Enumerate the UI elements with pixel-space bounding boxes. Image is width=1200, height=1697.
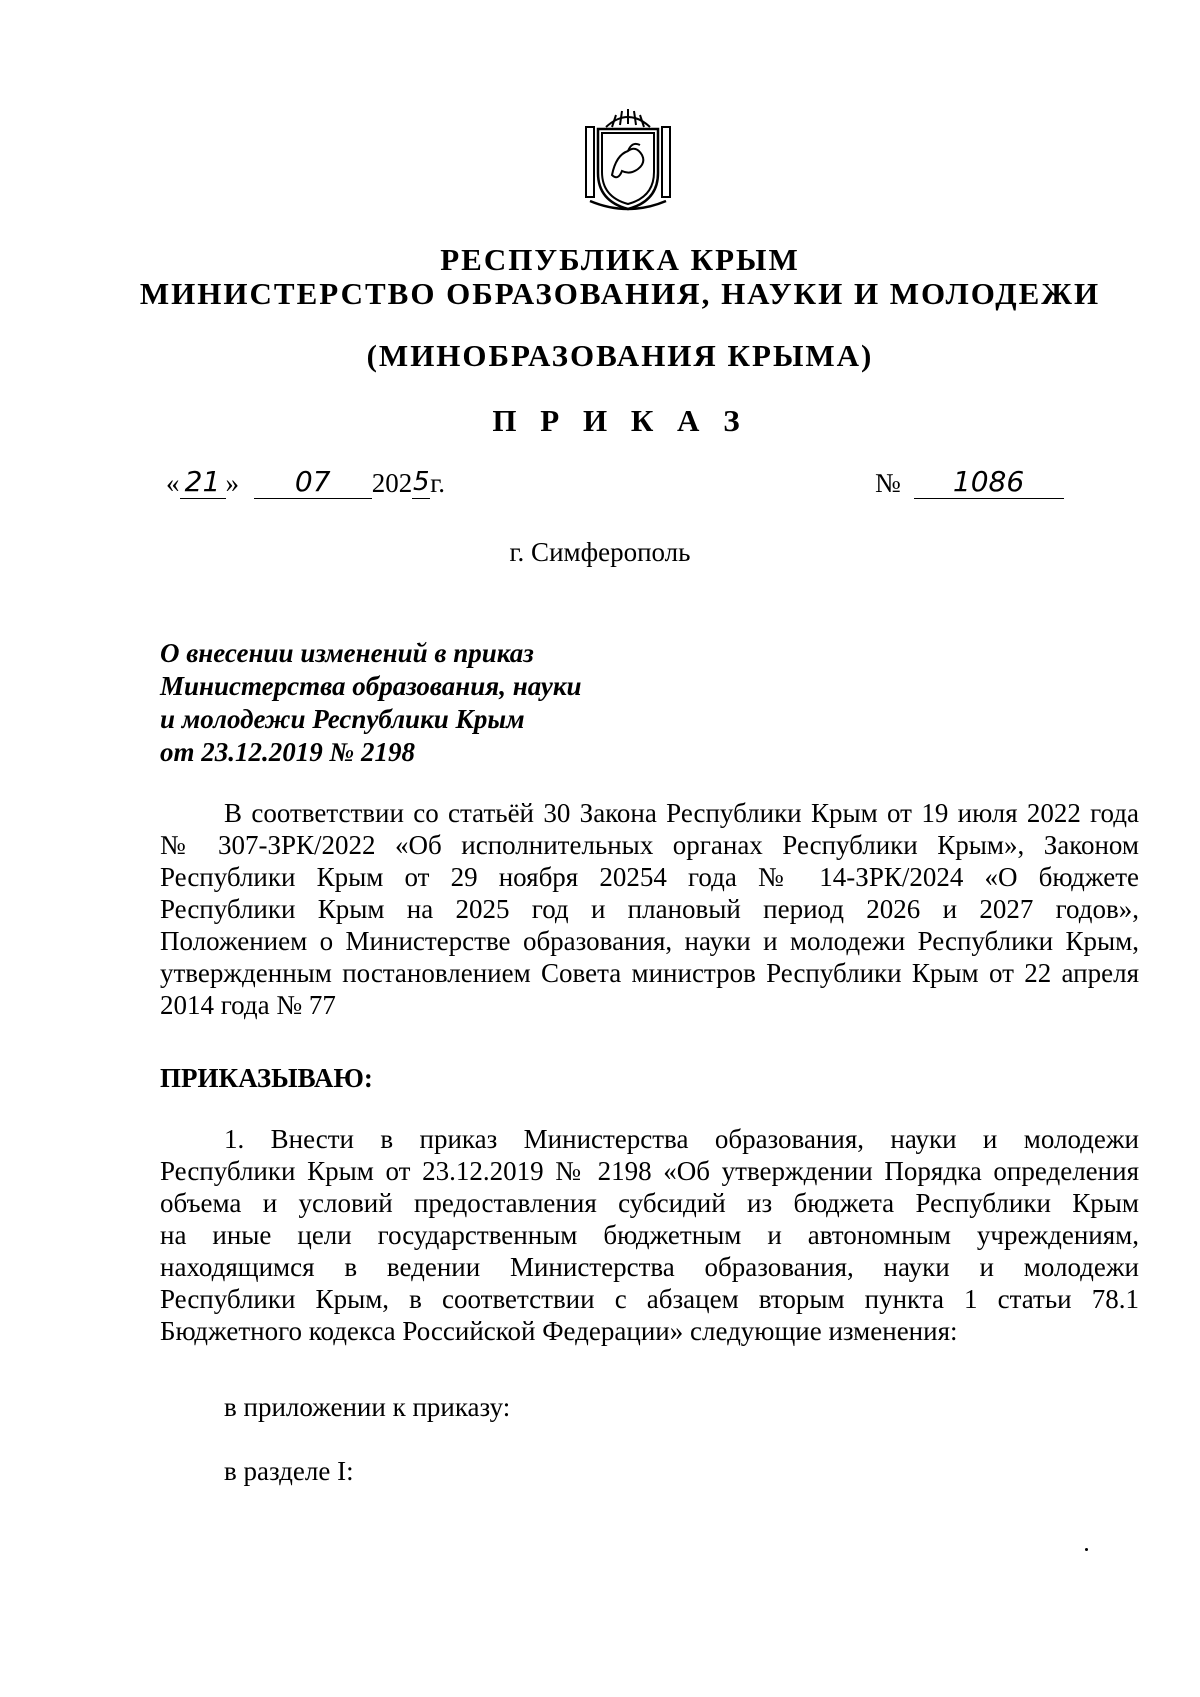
item-1-line: Бюджетного кодекса Российской Федерации» следующие изменения: <box>160 1316 958 1346</box>
item-1-line: 1. Внести в приказ Министерства образования, науки и молодежи <box>224 1124 1139 1154</box>
preamble-line: № 307-ЗРК/2022 «Об исполнительных органах Республики Крым», Законом <box>160 830 1139 860</box>
document-type: П Р И К А З <box>492 403 748 438</box>
section-line: в разделе I: <box>224 1456 354 1486</box>
number-value: 1086 <box>914 466 1064 499</box>
order-date <box>166 466 445 499</box>
preamble-line: Положением о Министерстве образования, науки и молодежи Республики Крым, <box>160 926 1139 956</box>
subject-line: О внесении изменений в приказ <box>160 638 534 668</box>
date-year-digit: 5 <box>412 467 430 497</box>
order-subject <box>160 637 582 769</box>
subject-line: от 23.12.2019 № 2198 <box>160 737 415 767</box>
subject-line: и молодежи Республики Крым <box>160 704 525 734</box>
date-open-quote: « <box>166 468 180 498</box>
date-year-prefix: 202 <box>371 468 413 498</box>
date-year-suffix: г. <box>430 468 446 498</box>
date-day: 21 <box>180 466 226 499</box>
order-number <box>875 466 1064 499</box>
preamble-line: В соответствии со статьёй 30 Закона Республики Крым от 19 июля 2022 года <box>224 798 1139 828</box>
preamble-line: утвержденным постановлением Совета министров Республики Крым от 22 апреля <box>160 958 1139 988</box>
ministry-short-title: (МИНОБРАЗОВАНИЯ КРЫМА) <box>366 338 874 373</box>
item-1-line: Республики Крым от 23.12.2019 № 2198 «Об утверждении Порядка определения <box>160 1156 1139 1186</box>
item-1 <box>160 1123 1139 1347</box>
ministry-title: МИНИСТЕРСТВО ОБРАЗОВАНИЯ, НАУКИ И МОЛОДЕЖИ <box>139 276 1101 311</box>
appendix-line: в приложении к приказу: <box>224 1392 511 1422</box>
crimea-coat-of-arms-icon <box>578 105 678 215</box>
preamble-line: Республики Крым от 29 ноября 20254 года № 14-ЗРК/2024 «О бюджете <box>160 862 1139 892</box>
item-1-line: Республики Крым, в соответствии с абзацем вторым пункта 1 статьи 78.1 <box>160 1284 1139 1314</box>
date-close-quote: » <box>225 468 239 498</box>
scan-dot <box>1085 1548 1088 1551</box>
subject-line: Министерства образования, науки <box>160 671 582 701</box>
preamble-line: Республики Крым на 2025 год и плановый период 2026 и 2027 годов», <box>160 894 1139 924</box>
item-1-line: на иные цели государственным бюджетным и автономным учреждениям, <box>160 1220 1139 1250</box>
date-month: 07 <box>254 466 372 499</box>
preamble-line: 2014 года № 77 <box>160 990 336 1020</box>
order-word: ПРИКАЗЫВАЮ: <box>160 1063 373 1093</box>
city: г. Симферополь <box>509 537 691 567</box>
item-1-line: находящимся в ведении Министерства образования, науки и молодежи <box>160 1252 1139 1282</box>
republic-title: РЕСПУБЛИКА КРЫМ <box>440 242 800 277</box>
number-label: № <box>875 468 901 498</box>
item-1-line: объема и условий предоставления субсидий из бюджета Республики Крым <box>160 1188 1139 1218</box>
preamble <box>160 797 1139 1021</box>
